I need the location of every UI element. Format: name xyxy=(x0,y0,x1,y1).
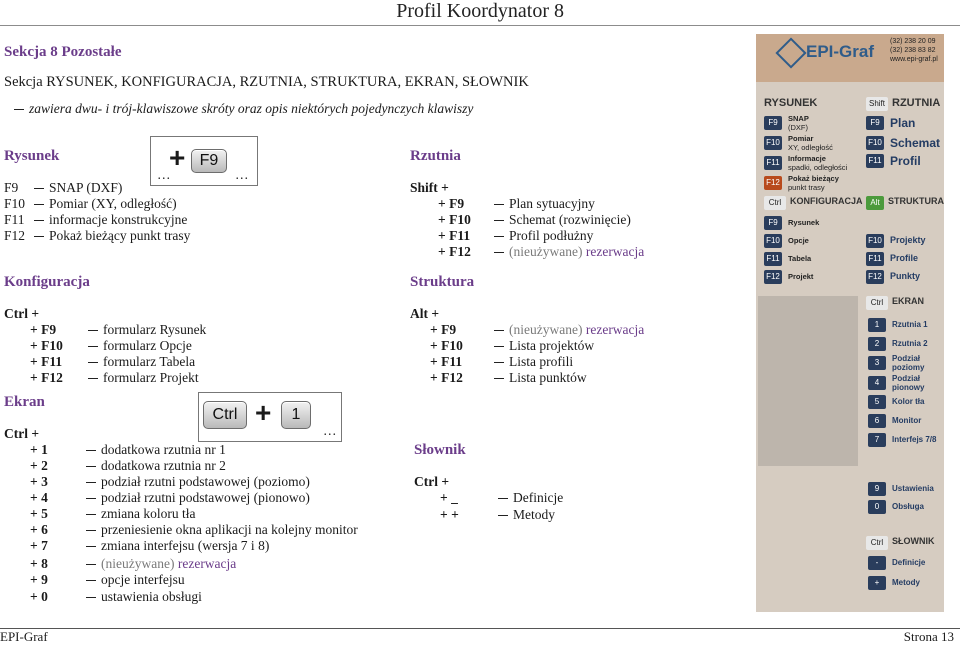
slownik-prefix: Ctrl + xyxy=(414,474,450,489)
f9-key-icon: F9 xyxy=(866,116,884,130)
panel-item: Definicje xyxy=(892,558,926,567)
minus-key-icon: - xyxy=(868,556,886,570)
shift-key-icon: Shift xyxy=(866,97,888,111)
f10-key-icon: F10 xyxy=(764,136,782,150)
footer-left: EPI-Graf xyxy=(0,629,48,644)
list-item: + 3 podział rzutni podstawowej (poziomo) xyxy=(30,474,310,489)
ctrl-key-icon: Ctrl xyxy=(764,196,786,210)
f11-key-icon: F11 xyxy=(866,252,884,266)
list-item: + F11 Profil podłużny xyxy=(438,228,594,243)
key-9-icon: 9 xyxy=(868,482,886,496)
panel-item: Profile xyxy=(890,253,919,263)
struktura-prefix: Alt + xyxy=(410,306,440,321)
keyboard-overlay-panel xyxy=(756,34,944,612)
rysunek-title: Rysunek xyxy=(4,148,60,164)
f9-key-icon: F9 xyxy=(764,116,782,130)
panel-item: Projekt xyxy=(788,272,814,281)
panel-item: Opcje xyxy=(788,236,809,245)
f12-key-icon: F12 xyxy=(764,270,782,284)
list-item: F12 Pokaż bieżący punkt trasy xyxy=(4,228,191,243)
list-item: + + Metody xyxy=(440,507,555,522)
panel-logo: EPI-Graf xyxy=(806,42,875,61)
panel-item: Tabela xyxy=(788,254,812,263)
ekran-prefix: Ctrl + xyxy=(4,426,40,441)
panel-ekran-title: EKRAN xyxy=(892,296,925,306)
panel-rzutnia-title: RZUTNIA xyxy=(892,97,941,109)
section-subtitle: Sekcja RYSUNEK, KONFIGURACJA, RZUTNIA, STRUKTURA, EKRAN, SŁOWNIK xyxy=(4,74,529,90)
f9-key-icon: F9 xyxy=(764,216,782,230)
list-item: + 5 zmiana koloru tła xyxy=(30,506,196,521)
rysunek-key-illustration xyxy=(150,136,258,186)
list-item: F9 SNAP (DXF) xyxy=(4,180,123,195)
panel-item: Informacje spadki, odległości xyxy=(788,154,848,172)
panel-item: Monitor xyxy=(892,416,922,425)
struktura-title: Struktura xyxy=(410,274,475,290)
list-item: + _ Definicje xyxy=(440,490,564,505)
ellipsis: … xyxy=(323,423,337,438)
panel-item: Pomiar XY, odległość xyxy=(788,134,833,152)
f12-key-icon: F12 xyxy=(764,176,782,190)
konfiguracja-title: Konfiguracja xyxy=(4,274,90,290)
panel-item: Profil xyxy=(890,154,921,168)
panel-item: Rysunek xyxy=(788,218,820,227)
panel-item: Kolor tła xyxy=(892,397,925,406)
key-4-icon: 4 xyxy=(868,376,886,390)
f9-key-icon: F9 xyxy=(191,149,227,173)
list-item: + F9 (nieużywane) rezerwacja xyxy=(430,322,645,337)
panel-item: Projekty xyxy=(890,235,926,245)
panel-header xyxy=(756,34,944,82)
list-item: + F12 formularz Projekt xyxy=(30,370,199,385)
keyboard-photo-area xyxy=(758,296,858,466)
panel-item: Podział pionowy xyxy=(892,374,925,392)
ctrl-key-icon: Ctrl xyxy=(203,401,247,429)
key-3-icon: 3 xyxy=(868,356,886,370)
rzutnia-title: Rzutnia xyxy=(410,148,461,164)
panel-item: Plan xyxy=(890,116,916,130)
ellipsis: … xyxy=(235,167,249,182)
f10-key-icon: F10 xyxy=(866,136,884,150)
page-header-title: Profil Koordynator 8 xyxy=(396,0,564,22)
f11-key-icon: F11 xyxy=(866,154,884,168)
ekran-title: Ekran xyxy=(4,394,45,410)
footer-right: Strona 13 xyxy=(903,629,954,644)
list-item: + F10 Schemat (rozwinięcie) xyxy=(438,212,631,227)
slownik-title: Słownik xyxy=(414,442,466,458)
list-item: + F12 (nieużywane) rezerwacja xyxy=(438,244,645,259)
panel-contact: (32) 238 20 09 (32) 238 83 82 www.epi-graf.pl xyxy=(890,38,938,63)
panel-item: Ustawienia xyxy=(892,484,934,493)
ctrl-key-icon: Ctrl xyxy=(866,536,888,550)
logo-icon xyxy=(775,37,806,68)
list-item: F10 Pomiar (XY, odległość) xyxy=(4,196,177,211)
plus-icon: + xyxy=(169,142,186,173)
list-item: + 8 (nieużywane) rezerwacja xyxy=(30,556,237,571)
header-rule xyxy=(0,25,960,26)
panel-item: Metody xyxy=(892,578,920,587)
list-item: + F12 Lista punktów xyxy=(430,370,587,385)
list-item: F11 informacje konstrukcyjne xyxy=(4,212,188,227)
panel-item: Punkty xyxy=(890,271,921,281)
key-5-icon: 5 xyxy=(868,395,886,409)
f12-key-icon: F12 xyxy=(866,270,884,284)
list-item: + 9 opcje interfejsu xyxy=(30,572,185,587)
panel-slownik-title: SŁOWNIK xyxy=(892,536,935,546)
panel-item: Interfejs 7/8 xyxy=(892,435,937,444)
key-7-icon: 7 xyxy=(868,433,886,447)
f11-key-icon: F11 xyxy=(764,156,782,170)
section-title: Sekcja 8 Pozostałe xyxy=(4,44,122,60)
list-item: + F9 Plan sytuacyjny xyxy=(438,196,595,211)
footer-rule xyxy=(0,628,960,629)
f10-key-icon: F10 xyxy=(866,234,884,248)
panel-item: Rzutnia 1 xyxy=(892,320,928,329)
key-0-icon: 0 xyxy=(868,500,886,514)
one-key-icon: 1 xyxy=(281,401,311,429)
f11-key-icon: F11 xyxy=(764,252,782,266)
panel-item: Pokaż bieżący punkt trasy xyxy=(788,174,839,192)
ctrl-key-icon: Ctrl xyxy=(866,296,888,310)
list-item: + F11 formularz Tabela xyxy=(30,354,196,369)
list-item: + F9 formularz Rysunek xyxy=(30,322,207,337)
f10-key-icon: F10 xyxy=(764,234,782,248)
list-item: + F10 Lista projektów xyxy=(430,338,595,353)
key-6-icon: 6 xyxy=(868,414,886,428)
panel-struktura-title: STRUKTURA xyxy=(888,196,944,206)
list-item: + 2 dodatkowa rzutnia nr 2 xyxy=(30,458,226,473)
panel-item: Podział poziomy xyxy=(892,354,925,372)
plus-key-icon: + xyxy=(868,576,886,590)
key-1-icon: 1 xyxy=(868,318,886,332)
alt-key-icon: Alt xyxy=(866,196,884,210)
panel-item: Rzutnia 2 xyxy=(892,339,928,348)
list-item: + 1 dodatkowa rzutnia nr 1 xyxy=(30,442,226,457)
list-item: + 0 ustawienia obsługi xyxy=(30,589,202,604)
panel-item: SNAP (DXF) xyxy=(788,114,809,132)
key-2-icon: 2 xyxy=(868,337,886,351)
section-desc: zawiera dwu- i trój-klawiszowe skróty oraz opis niektórych pojedynczych klawiszy xyxy=(14,101,473,117)
panel-konfig-title: KONFIGURACJA xyxy=(790,196,863,206)
panel-item: Obsługa xyxy=(892,502,925,511)
list-item: + 4 podział rzutni podstawowej (pionowo) xyxy=(30,490,310,505)
ellipsis: … xyxy=(157,167,171,182)
panel-item: Schemat xyxy=(890,136,941,150)
list-item: + 7 zmiana interfejsu (wersja 7 i 8) xyxy=(30,538,270,553)
list-item: + F11 Lista profili xyxy=(430,354,574,369)
plus-icon: + xyxy=(255,397,272,428)
list-item: + 6 przeniesienie okna aplikacji na kolejny monitor xyxy=(30,522,358,537)
konfiguracja-prefix: Ctrl + xyxy=(4,306,40,321)
list-item: + F10 formularz Opcje xyxy=(30,338,192,353)
panel-rysunek-title: RYSUNEK xyxy=(764,97,818,109)
rzutnia-prefix: Shift + xyxy=(410,180,449,195)
ekran-key-illustration xyxy=(198,392,342,442)
